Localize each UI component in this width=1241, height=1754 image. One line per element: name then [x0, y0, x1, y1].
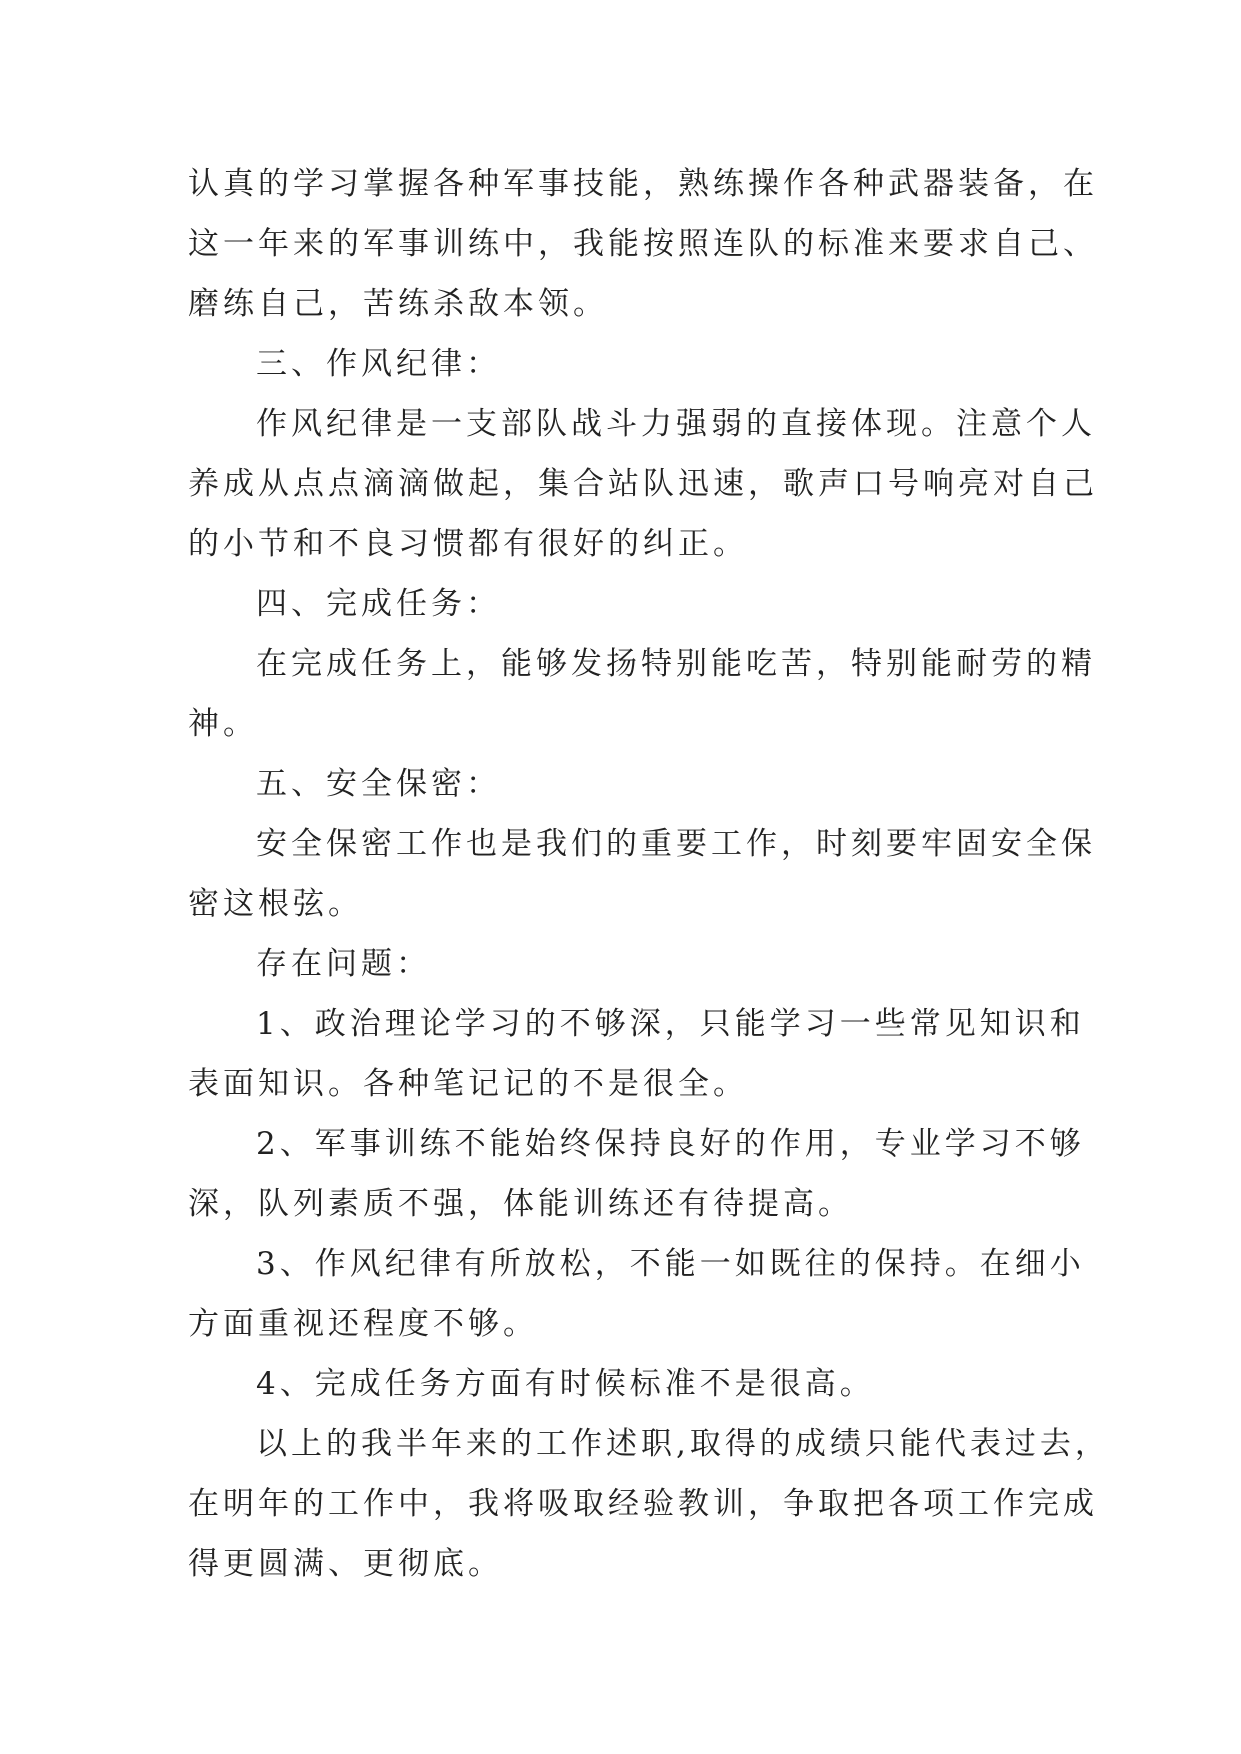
text-line: 认真的学习掌握各种军事技能，熟练操作各种武器装备，在 — [188, 166, 1098, 202]
text-line: 神。 — [188, 706, 258, 742]
text-line: 作风纪律是一支部队战斗力强弱的直接体现。注意个人 — [256, 406, 1096, 442]
document-body — [188, 154, 1110, 1594]
text-line: 得更圆满、更彻底。 — [188, 1546, 503, 1582]
section-heading: 存在问题： — [256, 946, 431, 982]
text-line: 以上的我半年来的工作述职,取得的成绩只能代表过去， — [256, 1426, 1110, 1462]
text-line: 这一年来的军事训练中，我能按照连队的标准来要求自己、 — [188, 226, 1098, 262]
text-line: 在明年的工作中，我将吸取经验教训，争取把各项工作完成 — [188, 1486, 1098, 1522]
text-line: 表面知识。各种笔记记的不是很全。 — [188, 1066, 748, 1102]
text-line: 深，队列素质不强，体能训练还有待提高。 — [188, 1186, 853, 1222]
list-item: 3、作风纪律有所放松，不能一如既往的保持。在细小 — [256, 1246, 1085, 1282]
list-item: 4、完成任务方面有时候标准不是很高。 — [256, 1366, 875, 1402]
text-line: 方面重视还程度不够。 — [188, 1306, 538, 1342]
section-heading: 三、作风纪律： — [256, 346, 501, 382]
text-line: 磨练自己，苦练杀敌本领。 — [188, 286, 608, 322]
text-line: 安全保密工作也是我们的重要工作，时刻要牢固安全保 — [256, 826, 1096, 862]
text-line: 的小节和不良习惯都有很好的纠正。 — [188, 526, 748, 562]
list-item: 2、军事训练不能始终保持良好的作用，专业学习不够 — [256, 1126, 1085, 1162]
section-heading: 四、完成任务： — [256, 586, 501, 622]
text-line: 养成从点点滴滴做起，集合站队迅速，歌声口号响亮对自己 — [188, 466, 1098, 502]
text-line: 密这根弦。 — [188, 886, 363, 922]
text-line: 在完成任务上，能够发扬特别能吃苦，特别能耐劳的精 — [256, 646, 1096, 682]
list-item: 1、政治理论学习的不够深，只能学习一些常见知识和 — [256, 1006, 1085, 1042]
section-heading: 五、安全保密： — [256, 766, 501, 802]
